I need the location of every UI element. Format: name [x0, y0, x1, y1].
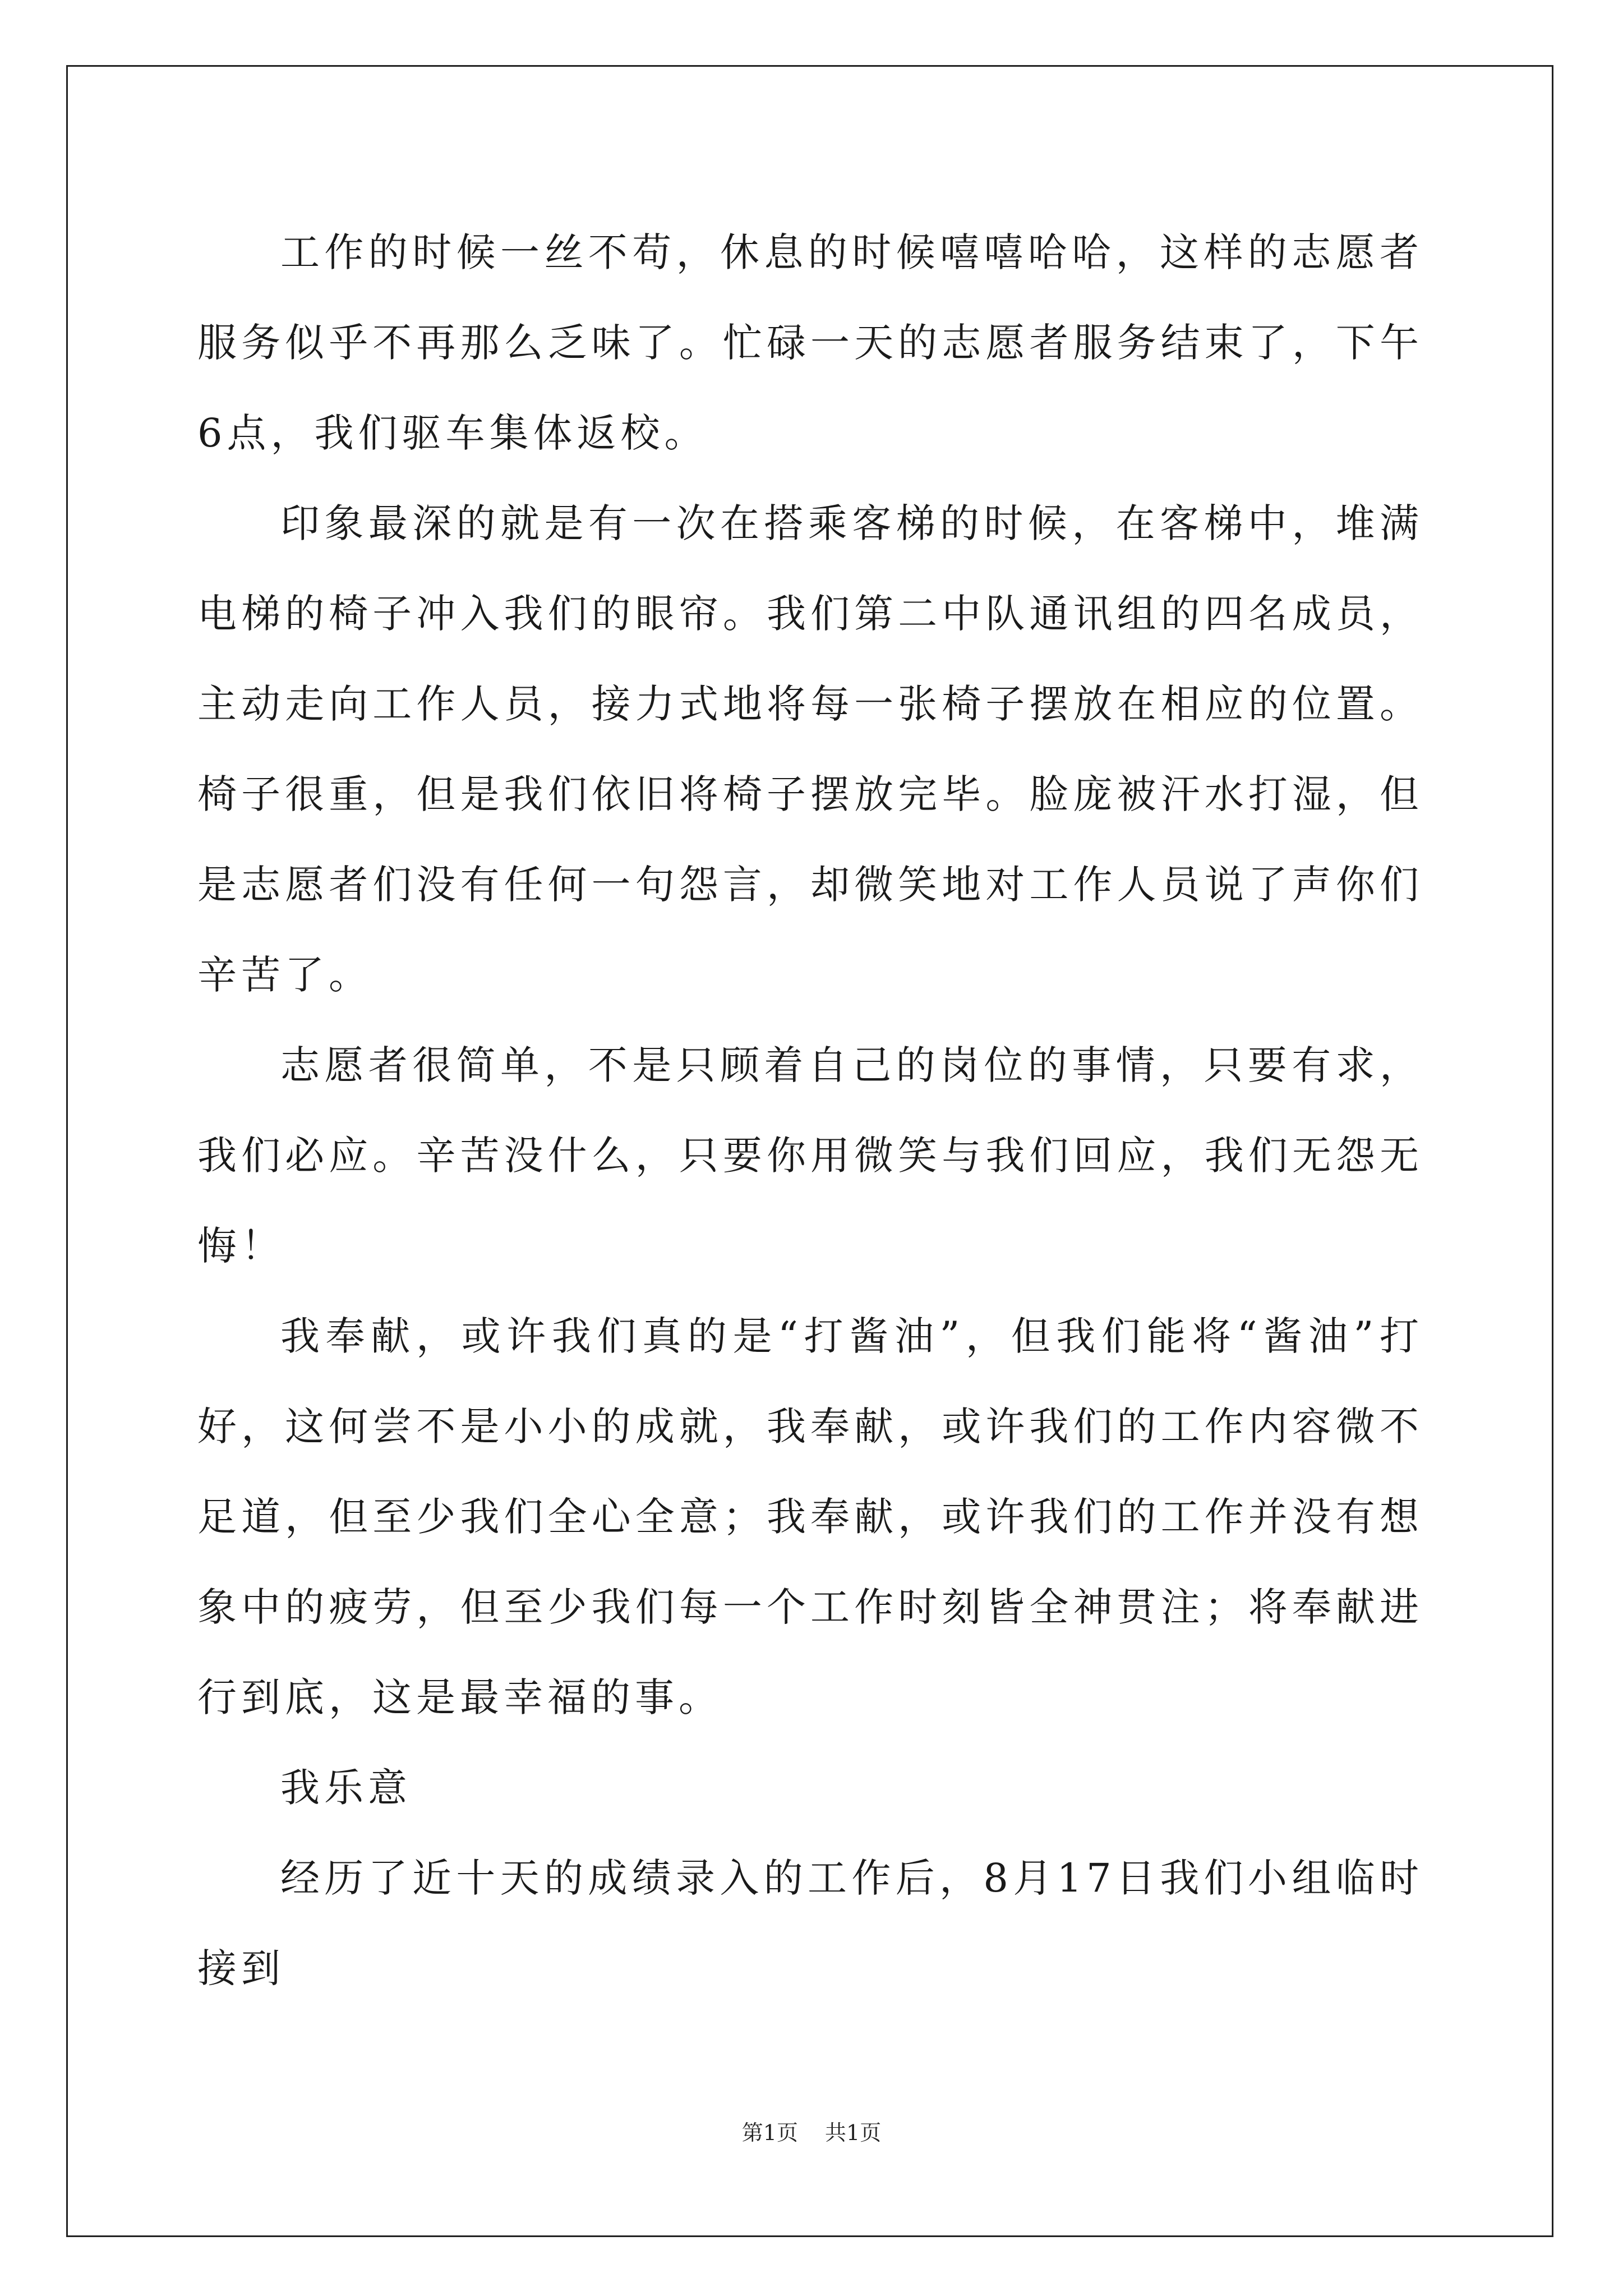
section-heading: 我乐意 [280, 1765, 412, 1811]
page-number: 第1页 [741, 2120, 798, 2145]
paragraph-2: 印象最深的就是有一次在搭乘客梯的时候，在客梯中，堆满电梯的椅子冲入我们的眼帘。我们第二中队通讯组的四名成员，主动走向工作人员，接力式地将每一张椅子摆放在相应的位置。椅子很重，但是我们依旧将椅子摆放完毕。脸庞被汗水打湿，但是志愿者们没有任何一句怨言，却微笑地对工作人员说了声你们辛苦了。 [197, 500, 1423, 998]
paragraph-1: 工作的时候一丝不苟，休息的时候嘻嘻哈哈，这样的志愿者服务似乎不再那么乏味了。忙碌一天的志愿者服务结束了，下午6点，我们驱车集体返校。 [197, 229, 1423, 456]
document-body [197, 208, 1423, 2014]
paragraph-3: 志愿者很简单，不是只顾着自己的岗位的事情，只要有求，我们必应。辛苦没什么，只要你用微笑与我们回应，我们无怨无悔！ [197, 1042, 1423, 1269]
page-total: 共1页 [825, 2120, 882, 2145]
paragraph-5: 经历了近十天的成绩录入的工作后，8月17日我们小组临时接到 [197, 1855, 1423, 1991]
paragraph-4: 我奉献，或许我们真的是“打酱油”，但我们能将“酱油”打好，这何尝不是小小的成就，我奉献，或许我们的工作内容微不足道，但至少我们全心全意；我奉献，或许我们的工作并没有想象中的疲劳，但至少我们每一个工作时刻皆全神贯注；将奉献进行到底，这是最幸福的事。 [197, 1313, 1423, 1720]
page-footer [0, 2119, 1623, 2146]
